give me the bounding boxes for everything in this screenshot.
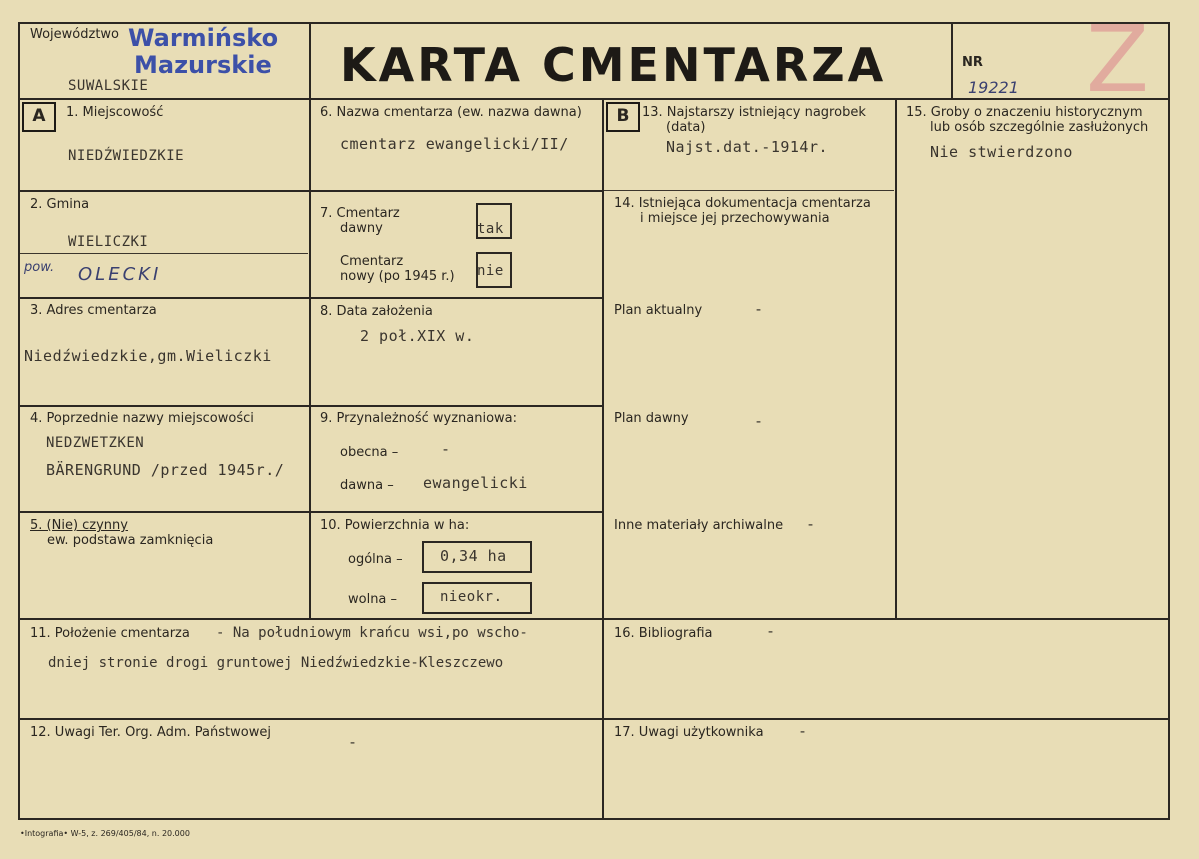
field-9-old-label: dawna – — [340, 478, 394, 493]
section-b-marker: B — [606, 102, 640, 132]
plan-old-label: Plan dawny — [614, 411, 689, 426]
field-12-value: - — [348, 733, 358, 751]
field-7-old-label-1: 7. Cmentarz — [320, 206, 400, 221]
wojewodztwo-typed: SUWALSKIE — [68, 78, 149, 94]
field-4-label: 4. Poprzednie nazwy miejscowości — [30, 411, 254, 426]
field-15-label-2: lub osób szczególnie zasłużonych — [930, 120, 1149, 135]
field-6-value: cmentarz ewangelicki/II/ — [340, 135, 569, 153]
row-line-5 — [18, 618, 1170, 620]
field-17-label: 17. Uwagi użytkownika — [614, 725, 764, 740]
wojewodztwo-stamp-line2: Mazurskie — [134, 51, 272, 79]
field-2-label: 2. Gmina — [30, 197, 90, 212]
field-7-old-value: tak — [477, 221, 504, 237]
field-11-value-1: - Na południowym krańcu wsi,po wscho- — [216, 625, 528, 641]
row-line-1b — [604, 190, 894, 191]
frame-right — [1168, 22, 1170, 820]
field-10-free-label: wolna – — [348, 592, 398, 607]
field-15-label-1: 15. Groby o znaczeniu historycznym — [906, 105, 1143, 120]
category-stamp — [1086, 6, 1150, 113]
field-2-value: WIELICZKI — [68, 234, 149, 250]
field-7-new-label-1: Cmentarz — [340, 254, 404, 269]
wojewodztwo-label: Województwo — [30, 27, 120, 42]
archive-label: Inne materiały archiwalne — [614, 518, 784, 533]
col-divider-3 — [895, 98, 897, 618]
row-line-2 — [18, 297, 604, 299]
header-divider-1 — [309, 22, 311, 100]
field-2-pow-prefix: pow. — [24, 260, 55, 275]
col-divider-2 — [602, 98, 604, 818]
frame-left — [18, 22, 20, 820]
field-6-label: 6. Nazwa cmentarza (ew. nazwa dawna) — [320, 105, 582, 120]
field-1-value: NIEDŹWIEDZKIE — [68, 148, 185, 164]
print-info: •Intografia• W-5, z. 269/405/84, n. 20.000 — [20, 829, 190, 838]
field-10-label: 10. Powierzchnia w ha: — [320, 518, 470, 533]
field-4-value-2: BÄRENGRUND /przed 1945r./ — [46, 461, 285, 479]
field-14-label-1: 14. Istniejąca dokumentacja cmentarza — [614, 196, 871, 211]
nr-label: NR — [962, 55, 983, 70]
field-10-total-value: 0,34 ha — [440, 547, 507, 565]
field-1-label: 1. Miejscowość — [66, 105, 164, 120]
row-line-1 — [18, 190, 604, 192]
row-line-4 — [18, 511, 604, 513]
field-2-underline — [20, 253, 308, 254]
header-bottom-line — [18, 98, 1170, 100]
field-11-label: 11. Położenie cmentarza — [30, 626, 190, 641]
category-letter: Z — [1086, 6, 1150, 113]
field-7-new-label-2: nowy (po 1945 r.) — [340, 269, 455, 284]
archive-value: - — [806, 515, 816, 533]
field-9-current-label: obecna – — [340, 445, 399, 460]
field-14-label-2: i miejsce jej przechowywania — [640, 211, 830, 226]
field-13-label-1: 13. Najstarszy istniejący nagrobek — [642, 105, 866, 120]
header-divider-2 — [951, 22, 953, 100]
frame-bottom — [18, 818, 1170, 820]
field-16-label: 16. Bibliografia — [614, 626, 713, 641]
wojewodztwo-stamp-line1: Warmińsko — [128, 24, 279, 52]
field-12-label: 12. Uwagi Ter. Org. Adm. Państwowej — [30, 725, 271, 740]
field-9-old-value: ewangelicki — [423, 474, 528, 492]
field-5-label-2: ew. podstawa zamknięcia — [47, 533, 214, 548]
section-a-marker: A — [22, 102, 56, 132]
field-7-old-label-2: dawny — [340, 221, 383, 236]
field-13-value: Najst.dat.-1914r. — [666, 138, 829, 156]
plan-old-value: - — [754, 412, 764, 430]
field-5-label-1: 5. (Nie) czynny — [30, 518, 128, 533]
field-9-current-value: - — [441, 440, 451, 458]
field-17-value: - — [798, 722, 808, 740]
field-8-label: 8. Data założenia — [320, 304, 433, 319]
nr-value: 19221 — [968, 78, 1019, 97]
field-10-total-label: ogólna – — [348, 552, 403, 567]
field-11-value-2: dniej stronie drogi gruntowej Niedźwiedzkie-Kleszczewo — [48, 655, 504, 671]
field-4-value-1: NEDZWETZKEN — [46, 435, 145, 451]
field-2-pow-value: OLECKI — [78, 264, 162, 285]
plan-current-value: - — [754, 300, 764, 318]
field-16-value: - — [766, 622, 776, 640]
field-10-free-value: nieokr. — [440, 589, 503, 605]
field-3-value: Niedźwiedzkie,gm.Wieliczki — [24, 347, 272, 365]
field-3-label: 3. Adres cmentarza — [30, 303, 157, 318]
col-divider-1 — [309, 98, 311, 618]
row-line-6 — [18, 718, 1170, 720]
field-13-label-2: (data) — [666, 120, 706, 135]
row-line-3 — [18, 405, 604, 407]
page-title: KARTA CMENTARZA — [340, 38, 887, 92]
field-9-label: 9. Przynależność wyznaniowa: — [320, 411, 518, 426]
field-8-value: 2 poł.XIX w. — [360, 327, 475, 345]
field-7-new-value: nie — [477, 263, 504, 279]
plan-current-label: Plan aktualny — [614, 303, 703, 318]
field-15-value: Nie stwierdzono — [930, 143, 1073, 161]
